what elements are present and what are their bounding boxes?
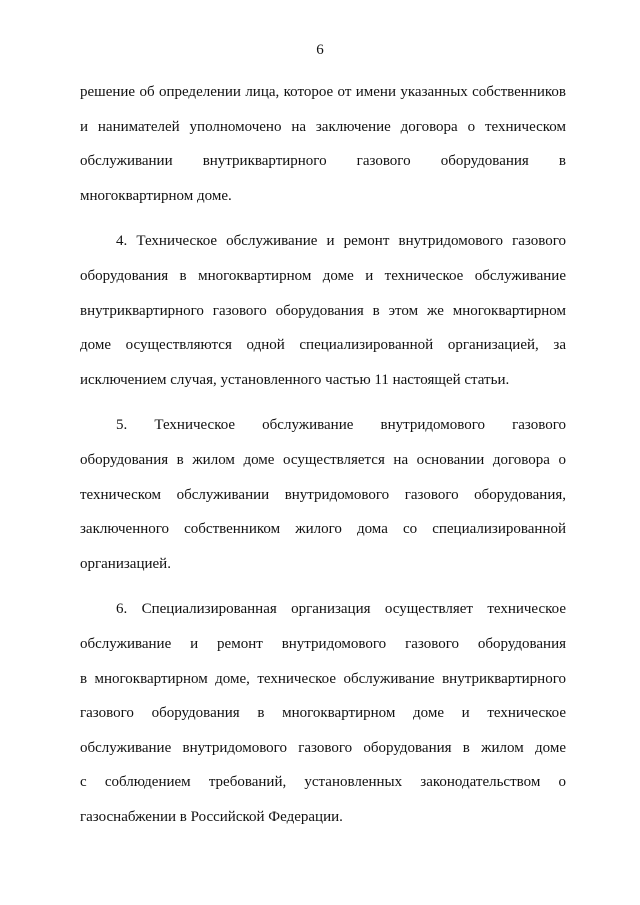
text-line: техническом обслуживании внутридомового газового оборудования,	[80, 486, 566, 503]
paragraph-item-6	[80, 592, 566, 834]
paragraph-item-4	[80, 224, 566, 397]
page-number: 6	[316, 42, 324, 58]
text-line: исключением случая, установленного частью 11 настоящей статьи.	[80, 371, 510, 388]
text-line: газоснабжении в Российской Федерации.	[80, 808, 343, 825]
text-line: обслуживание внутридомового газового оборудования в жилом доме	[80, 739, 566, 756]
text-line: 4. Техническое обслуживание и ремонт внутридомового газового	[116, 233, 566, 250]
text-line: обслуживании внутриквартирного газового оборудования в	[80, 153, 566, 170]
text-line: решение об определении лица, которое от имени указанных собственников	[80, 84, 566, 100]
text-line: обслуживание и ремонт внутридомового газового оборудования	[80, 635, 566, 652]
text-line: доме осуществляются одной специализированной организацией, за	[80, 337, 566, 354]
text-line: организацией.	[80, 555, 171, 572]
text-line: с соблюдением требований, установленных законодательством о	[80, 774, 566, 791]
paragraph-continuation	[80, 75, 566, 213]
text-line: 6. Специализированная организация осуществляет техническое	[116, 601, 566, 618]
text-line: оборудования в жилом доме осуществляется на основании договора о	[80, 451, 566, 468]
text-line: и нанимателей уполномочено на заключение договора о техническом	[80, 118, 566, 135]
text-line: заключенного собственником жилого дома со специализированной	[80, 521, 566, 538]
text-line: внутриквартирного газового оборудования в этом же многоквартирном	[80, 302, 566, 319]
text-line: в многоквартирном доме, техническое обслуживание внутриквартирного	[80, 670, 566, 687]
text-line: многоквартирном доме.	[80, 187, 232, 204]
document-body	[80, 75, 566, 845]
text-line: оборудования в многоквартирном доме и техническое обслуживание	[80, 267, 566, 284]
text-line: 5. Техническое обслуживание внутридомового газового	[116, 417, 566, 434]
text-line: газового оборудования в многоквартирном доме и техническое	[80, 705, 566, 722]
paragraph-item-5	[80, 408, 566, 581]
